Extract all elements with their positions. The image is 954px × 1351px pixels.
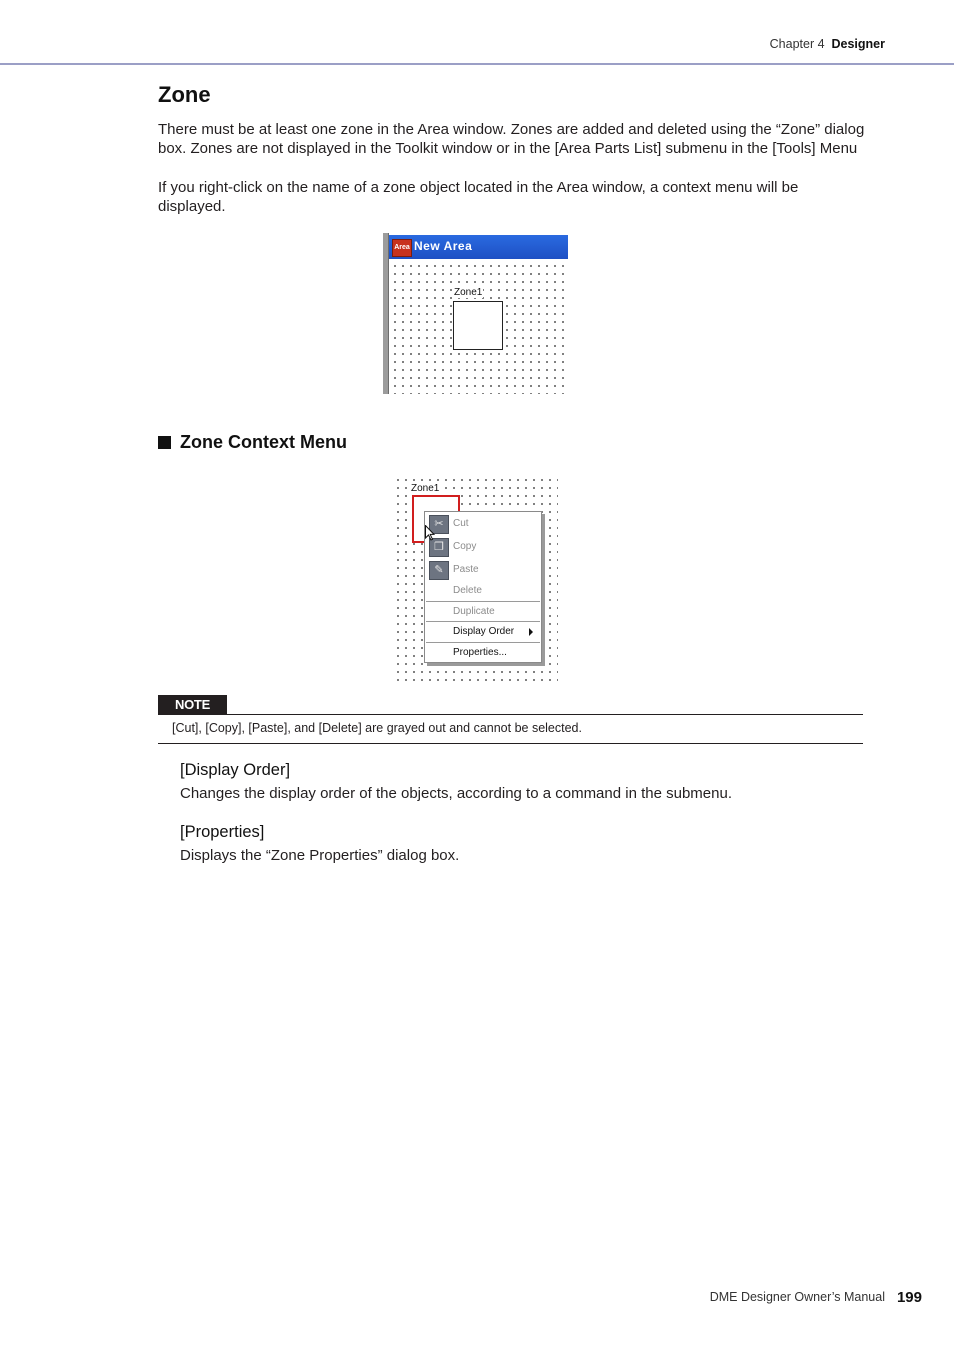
menu-item-label: Delete xyxy=(453,585,482,596)
note-divider-top xyxy=(158,714,863,715)
menu-item-duplicate[interactable] xyxy=(425,602,541,622)
header-divider xyxy=(0,63,954,65)
scissors-icon: ✂ xyxy=(429,515,449,534)
bullet-square-icon xyxy=(158,436,171,449)
menu-item-label: Cut xyxy=(453,518,469,529)
item-title-properties: [Properties] xyxy=(180,823,265,841)
header-section: Designer xyxy=(831,37,885,51)
footer-manual-title: DME Designer Owner’s Manual xyxy=(709,1290,885,1304)
header-chapter: Chapter 4 xyxy=(769,37,825,51)
intro-paragraph-1: There must be at least one zone in the Area window. Zones are added and deleted using the “Zone” dialog box. Zones are not displayed in the Toolkit window or in the [Area Parts List] submenu in the [Tools] Menu xyxy=(158,121,865,158)
zone-context-menu xyxy=(424,511,542,663)
window-title: New Area xyxy=(414,239,473,253)
menu-item-paste[interactable] xyxy=(425,560,541,580)
area-icon: Area xyxy=(392,239,412,257)
context-menu-screenshot xyxy=(392,474,558,686)
zone-name-label[interactable]: Zone1 xyxy=(411,483,440,494)
menu-item-properties[interactable] xyxy=(425,643,541,663)
copy-icon: ❐ xyxy=(429,538,449,557)
submenu-arrow-icon xyxy=(529,628,533,636)
section-heading xyxy=(158,432,347,453)
menu-item-copy[interactable] xyxy=(425,537,541,557)
section-heading-text: Zone Context Menu xyxy=(180,432,347,452)
item-title-display-order: [Display Order] xyxy=(180,761,291,779)
menu-item-delete[interactable] xyxy=(425,581,541,601)
note-text: [Cut], [Copy], [Paste], and [Delete] are grayed out and cannot be selected. xyxy=(172,721,582,735)
page-number: 199 xyxy=(896,1289,922,1306)
area-canvas[interactable] xyxy=(389,259,568,394)
menu-item-cut[interactable] xyxy=(425,514,541,534)
menu-item-label: Display Order xyxy=(453,626,515,637)
page-title: Zone xyxy=(158,82,211,107)
menu-item-label: Duplicate xyxy=(453,606,495,617)
area-window-screenshot xyxy=(383,233,568,394)
zone-name-label[interactable]: Zone1 xyxy=(454,287,483,298)
note-label: NOTE xyxy=(158,695,227,714)
item-desc-properties: Displays the “Zone Properties” dialog box. xyxy=(180,847,460,864)
window-titlebar xyxy=(389,235,568,259)
intro-paragraph-2: If you right-click on the name of a zone object located in the Area window, a context menu will be displayed. xyxy=(158,179,799,216)
zone-object[interactable] xyxy=(453,301,503,350)
menu-item-display-order[interactable] xyxy=(425,622,541,642)
paste-icon: ✎ xyxy=(429,561,449,580)
note-divider-bottom xyxy=(158,743,863,744)
item-desc-display-order: Changes the display order of the objects, according to a command in the submenu. xyxy=(180,785,732,802)
running-header xyxy=(770,37,885,51)
menu-item-label: Paste xyxy=(453,564,479,575)
mouse-pointer-icon xyxy=(425,525,435,541)
menu-item-label: Copy xyxy=(453,541,477,552)
menu-item-label: Properties... xyxy=(453,647,507,658)
